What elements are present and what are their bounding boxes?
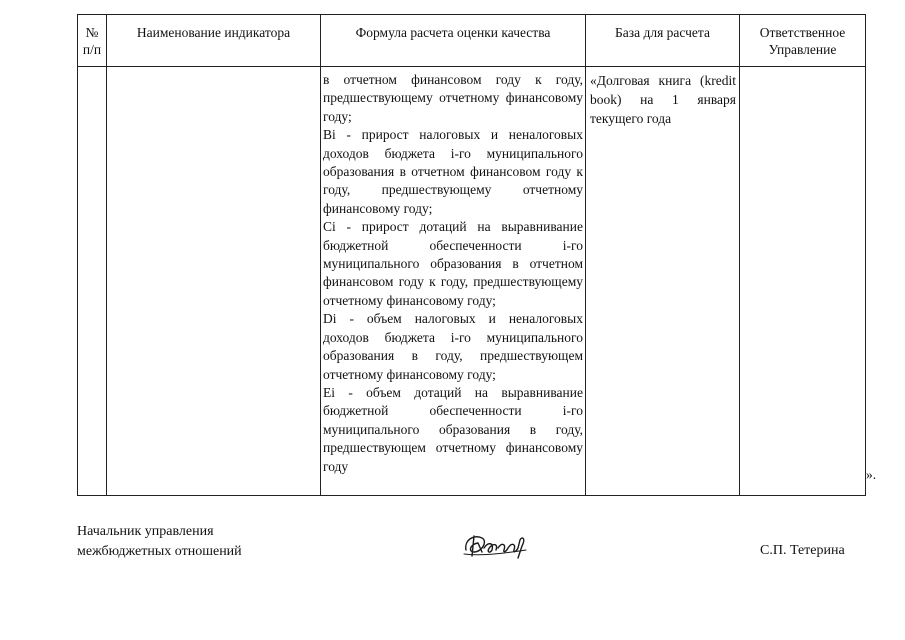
- header-num-line2: п/п: [82, 42, 102, 57]
- signer-position: [77, 522, 242, 562]
- signer-name: С.П. Тетерина: [760, 543, 845, 558]
- cell-base: [586, 67, 740, 496]
- signer-position-line1: Начальник управления: [77, 524, 214, 539]
- cell-indicator: [107, 67, 321, 496]
- formula-paragraph: Ei - объем дотаций на выравнивание бюджетной обеспеченности i-го муниципального образования в году, предшествующем отчетному финансовому году: [323, 384, 583, 474]
- header-responsible: [740, 15, 866, 67]
- signer-position-line2: межбюджетных отношений: [77, 544, 242, 559]
- base-text: «Долговая книга (kredit book) на 1 января текущего года: [590, 73, 736, 126]
- header-formula: [321, 15, 586, 67]
- header-base-label: База для расчета: [615, 25, 710, 40]
- cell-num: [78, 67, 107, 496]
- table-row: [78, 67, 866, 496]
- indicator-table: [77, 14, 866, 496]
- cell-formula: [321, 67, 586, 496]
- cell-responsible: [740, 67, 866, 496]
- handwritten-signature: [460, 530, 540, 562]
- formula-paragraph: Di - объем налоговых и неналоговых доходов бюджета i-го муниципального образования в году, предшествующем отчетному финансовому году;: [323, 311, 583, 382]
- formula-paragraph: Bi - прирост налоговых и неналоговых доходов бюджета i-го муниципального образования в отчетном финансовом году к году, предшествующему отчетному финансовому году;: [323, 127, 583, 216]
- header-num: [78, 15, 107, 67]
- header-responsible-line2: Управление: [768, 42, 837, 57]
- formula-paragraph: в отчетном финансовом году к году, предшествующему отчетному финансовому году;: [323, 72, 583, 124]
- table-header-row: [78, 15, 866, 67]
- header-base: [586, 15, 740, 67]
- header-indicator-label: Наименование индикатора: [136, 25, 291, 40]
- formula-paragraph: Ci - прирост дотаций на выравнивание бюджетной обеспеченности i-го муниципального образования в отчетном финансовом году к году, предшествующему отчетному финансовому году;: [323, 219, 583, 308]
- header-formula-label: Формула расчета оценки качества: [355, 25, 551, 40]
- header-responsible-line1: Ответственное: [759, 25, 846, 40]
- closing-quote: ».: [866, 467, 877, 482]
- header-num-line1: №: [85, 25, 99, 40]
- header-indicator: [107, 15, 321, 67]
